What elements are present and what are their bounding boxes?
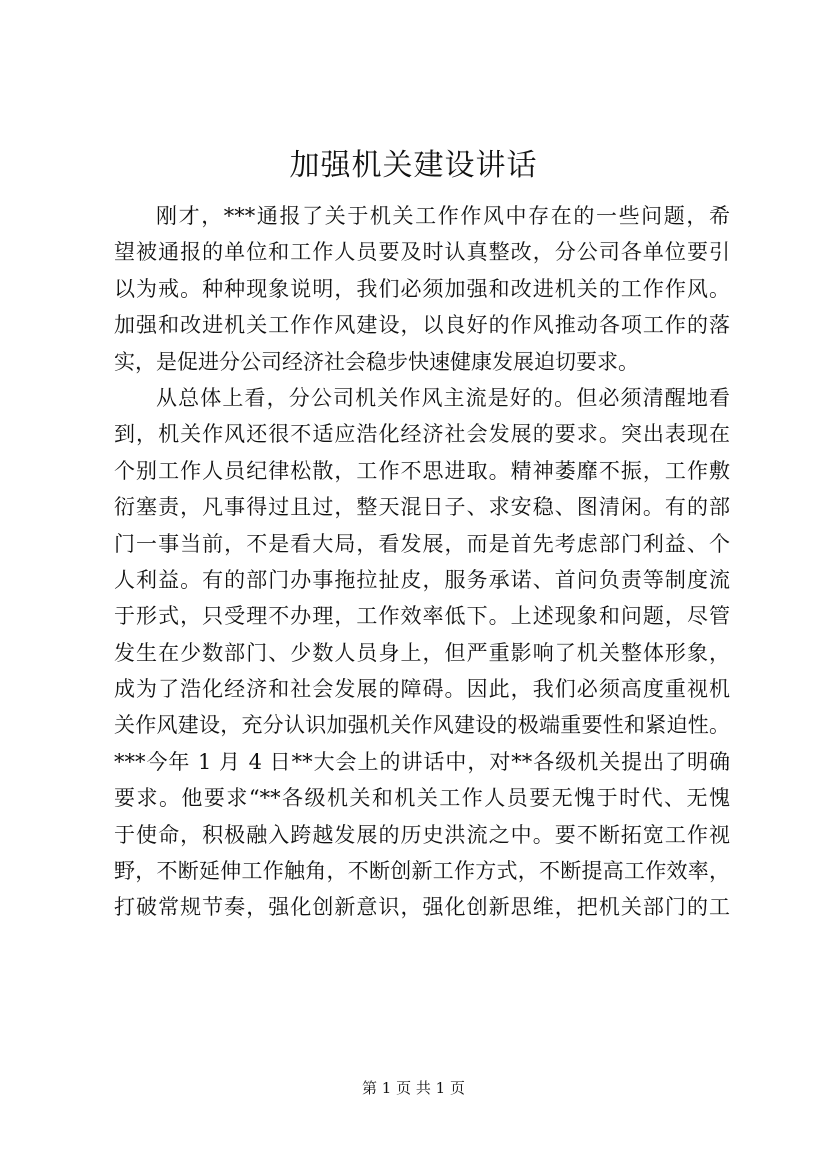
body-line-19: 野，不断延伸工作触角，不断创新工作方式，不断提高工作效率， [114,859,730,884]
body-line-12: 于形式，只受理不办理，工作效率低下。上述现象和问题，尽管 [114,604,730,629]
body-line-15: 关作风建设，充分认识加强机关作风建设的极端重要性和紧迫性。 [114,713,730,738]
body-line-20: 打破常规节奏，强化创新意识，强化创新思维，把机关部门的工 [114,895,730,920]
body-line-10: 门一事当前，不是看大局，看发展，而是首先考虑部门利益、个 [114,531,730,556]
body-line-3: 以为戒。种种现象说明，我们必须加强和改进机关的工作作风。 [114,276,730,301]
body-line-1: 刚才，***通报了关于机关工作作风中存在的一些问题，希 [156,204,730,228]
page-footer [0,1078,827,1098]
page-number-label: 第 1 页 共 1 页 [362,1079,465,1097]
body-line-9: 衍塞责，凡事得过且过，整天混日子、求安稳、图清闲。有的部 [114,495,730,520]
body-line-16: ***今年 1 月 4 日**大会上的讲话中，对**各级机关提出了明确 [114,749,730,774]
body-line-2: 望被通报的单位和工作人员要及时认真整改，分公司各单位要引 [114,240,730,265]
body-line-14: 成为了浩化经济和社会发展的障碍。因此，我们必须高度重视机 [114,677,730,702]
body-line-13: 发生在少数部门、少数人员身上，但严重影响了机关整体形象， [114,640,730,665]
document-title: 加强机关建设讲话 [289,148,538,183]
body-line-8: 个别工作人员纪律松散，工作不思进取。精神萎靡不振，工作敷 [114,458,730,483]
body-line-7: 到，机关作风还很不适应浩化经济社会发展的要求。突出表现在 [114,422,730,447]
document-body [114,198,730,926]
body-line-17: 要求。他要求“**各级机关和机关工作人员要无愧于时代、无愧 [114,786,730,811]
body-line-11: 人利益。有的部门办事拖拉扯皮，服务承诺、首问负责等制度流 [114,567,730,592]
body-line-4: 加强和改进机关工作作风建设，以良好的作风推动各项工作的落 [114,313,730,338]
body-line-6: 从总体上看，分公司机关作风主流是好的。但必须清醒地看 [156,385,730,410]
body-line-5: 实，是促进分公司经济社会稳步快速健康发展迫切要求。 [114,349,639,374]
body-line-18: 于使命，积极融入跨越发展的历史洪流之中。要不断拓宽工作视 [114,822,730,847]
